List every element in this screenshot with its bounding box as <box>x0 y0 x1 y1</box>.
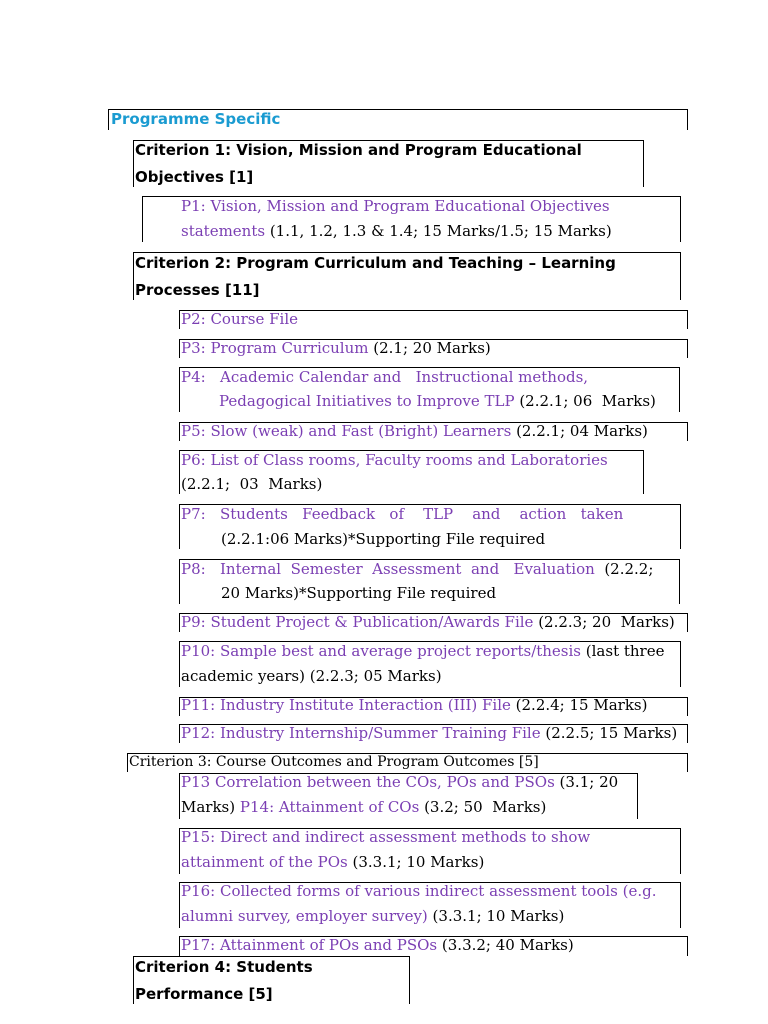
p15-title: attainment of the POs <box>181 853 348 871</box>
p12-line <box>181 723 677 743</box>
p9-line <box>181 612 675 632</box>
p6-line1: P6: List of Class rooms, Faculty rooms and Laboratories <box>181 451 608 469</box>
p7-line2: (2.2.1:06 Marks)*Supporting File required <box>221 530 546 548</box>
p13-line2 <box>181 797 546 817</box>
p3-line <box>181 338 491 358</box>
p13-detail-cont: Marks) <box>181 798 240 816</box>
criterion4-line1: Criterion 4: Students <box>135 958 313 976</box>
p4-line2 <box>219 391 656 411</box>
p11-title: P11: Industry Institute Interaction (III) File <box>181 696 511 714</box>
p16-line1: P16: Collected forms of various indirect assessment tools (e.g. <box>181 882 657 900</box>
p9-title: P9: Student Project & Publication/Awards File <box>181 613 534 631</box>
p16-title: alumni survey, employer survey) <box>181 907 428 925</box>
p14-detail: (3.2; 50 Marks) <box>419 798 547 816</box>
p17-detail: (3.3.2; 40 Marks) <box>437 936 574 954</box>
p5-line <box>181 421 648 441</box>
p5-title: P5: Slow (weak) and Fast (Bright) Learners <box>181 422 512 440</box>
p9-detail: (2.2.3; 20 Marks) <box>533 613 675 631</box>
p17-line <box>181 935 574 955</box>
p16-line2 <box>181 906 564 926</box>
p13-line1 <box>181 772 618 792</box>
p1-line1: P1: Vision, Mission and Program Educational Objectives <box>181 197 610 215</box>
p10-title: P10: Sample best and average project reports/thesis <box>181 642 582 660</box>
criterion2-line1: Criterion 2: Program Curriculum and Teaching – Learning <box>135 254 616 272</box>
p16-detail: (3.3.1; 10 Marks) <box>427 907 565 925</box>
p15-line1: P15: Direct and indirect assessment methods to show <box>181 828 591 846</box>
p8-line1 <box>181 559 653 579</box>
p14-title: P14: Attainment of COs <box>239 798 420 816</box>
p8-line2: 20 Marks)*Supporting File required <box>221 584 497 602</box>
p10-line2: academic years) (2.2.3; 05 Marks) <box>181 667 442 685</box>
p5-detail: (2.2.1; 04 Marks) <box>511 422 648 440</box>
criterion1-line2: Objectives [1] <box>135 168 254 186</box>
p17-title: P17: Attainment of POs and PSOs <box>181 936 438 954</box>
p8-detail: (2.2.2; <box>594 560 654 578</box>
p13-title: P13 Correlation between the COs, POs and PSOs <box>181 773 555 791</box>
criterion4-line2: Performance [5] <box>135 985 273 1003</box>
p13-detail: (3.1; 20 <box>554 773 619 791</box>
p15-line2 <box>181 852 484 872</box>
p4-line1: P4: Academic Calendar and Instructional methods, <box>181 368 589 386</box>
p11-line <box>181 695 647 715</box>
p3-detail: (2.1; 20 Marks) <box>368 339 491 357</box>
p4-detail: (2.2.1; 06 Marks) <box>514 392 656 410</box>
criterion3-heading: Criterion 3: Course Outcomes and Program Outcomes [5] <box>129 754 539 770</box>
p1-title: statements <box>181 222 266 240</box>
p15-detail: (3.3.1; 10 Marks) <box>347 853 485 871</box>
criterion1-line1: Criterion 1: Vision, Mission and Program Educational <box>135 141 582 159</box>
p3-title: P3: Program Curriculum <box>181 339 369 357</box>
p4-title: Pedagogical Initiatives to Improve TLP <box>219 392 515 410</box>
programme-specific-heading: Programme Specific <box>111 110 281 128</box>
p7-line1: P7: Students Feedback of TLP and action taken <box>181 505 624 523</box>
p6-line2: (2.2.1; 03 Marks) <box>181 475 323 493</box>
p8-title: P8: Internal Semester Assessment and Evaluation <box>181 560 595 578</box>
p1-line2 <box>181 221 612 241</box>
criterion2-line2: Processes [11] <box>135 281 260 299</box>
p2-title: P2: Course File <box>181 310 299 328</box>
p11-detail: (2.2.4; 15 Marks) <box>510 696 648 714</box>
p10-line1 <box>181 641 664 661</box>
p12-detail: (2.2.5; 15 Marks) <box>540 724 678 742</box>
p1-detail: (1.1, 1.2, 1.3 & 1.4; 15 Marks/1.5; 15 Marks) <box>265 222 612 240</box>
p12-title: P12: Industry Internship/Summer Training File <box>181 724 541 742</box>
p10-detail: (last three <box>581 642 665 660</box>
